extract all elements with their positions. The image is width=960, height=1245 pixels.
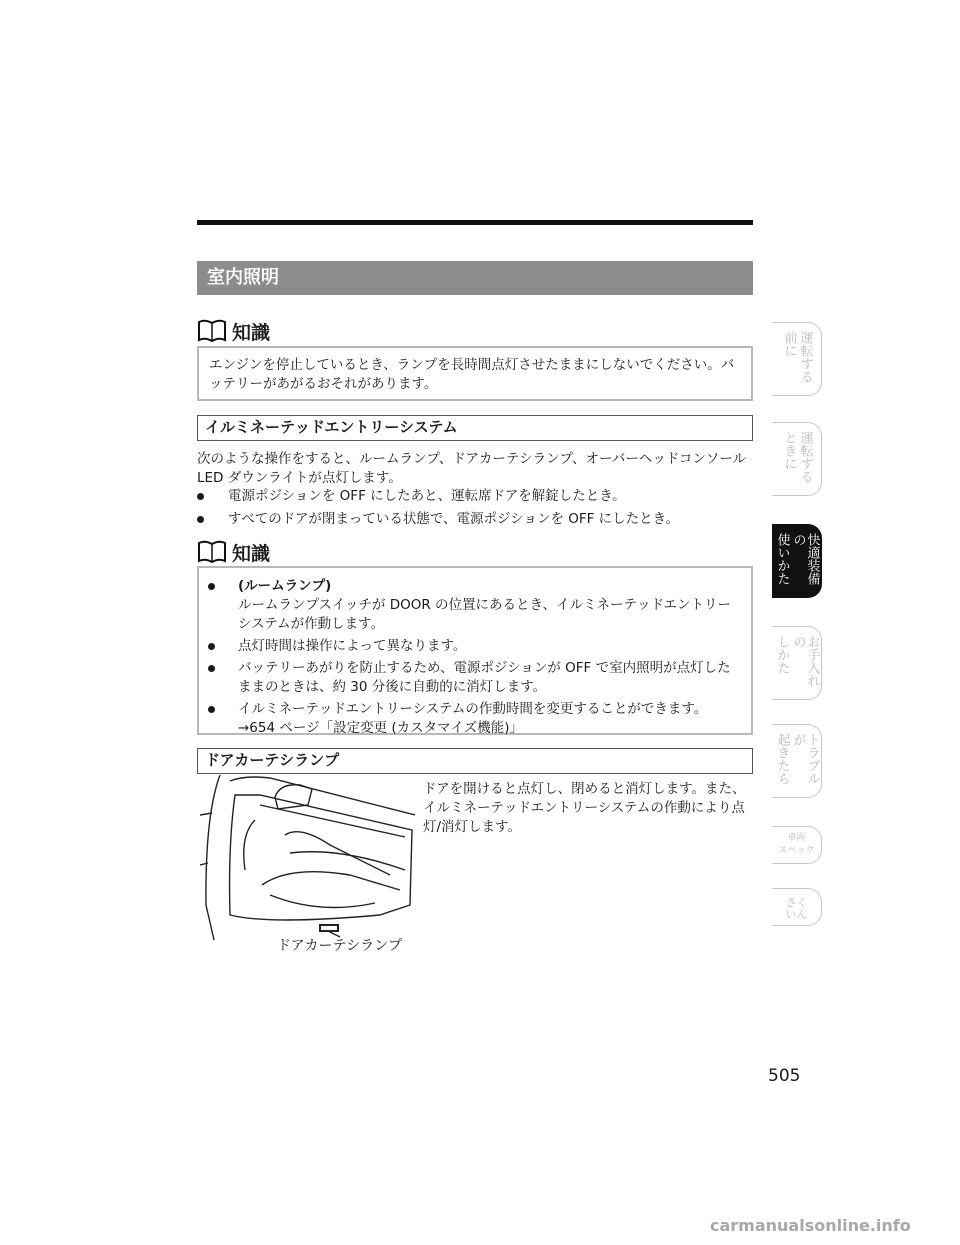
tab-label: しかた bbox=[774, 635, 790, 674]
bullet-dot bbox=[208, 706, 215, 713]
tab-label: スペック bbox=[778, 846, 815, 856]
book-icon bbox=[197, 540, 227, 564]
courtesy-lamp-text: ドアを開けると点灯し、閉めると消灯します。また、イルミネーテッドエントリーシステムの作動により点灯/消灯します。 bbox=[423, 781, 746, 835]
bullet-item bbox=[197, 487, 626, 506]
bullet-item bbox=[197, 510, 679, 529]
tab-label: 前に bbox=[781, 331, 797, 357]
knowledge-item bbox=[199, 577, 741, 634]
bullet-dot bbox=[197, 516, 204, 523]
watermark: carmanualsonline.info bbox=[710, 1216, 911, 1235]
tab-label: さく いん bbox=[785, 896, 808, 921]
item-title: (ルームランプ) bbox=[238, 578, 332, 594]
tab-label: お手入れの bbox=[790, 635, 820, 687]
knowledge-label: 知識 bbox=[232, 321, 271, 344]
bullet-dot bbox=[197, 493, 204, 500]
top-rule bbox=[197, 220, 753, 225]
caution-note-text: エンジンを停止しているとき、ランプを長時間点灯させたままにしないでください。バッテリーがあがるおそれがあります。 bbox=[209, 357, 735, 392]
page-reference-link[interactable]: →654 ページ「設定変更 (カスタマイズ機能)」 bbox=[238, 720, 524, 736]
tab-label: トラブルが bbox=[790, 733, 820, 785]
tab-label: 快適装備の bbox=[790, 533, 820, 585]
section-title: 室内照明 bbox=[197, 261, 753, 295]
item-text: バッテリーあがりを防止するため、電源ポジションが OFF で室内照明が点灯したままのときは、約 30 分後に自動的に消灯します。 bbox=[238, 660, 731, 695]
tab-label: ときに bbox=[781, 431, 797, 470]
figure-caption: ドアカーテシランプ bbox=[277, 938, 403, 954]
book-icon bbox=[197, 319, 227, 343]
tab-label: 運転する bbox=[797, 331, 813, 383]
knowledge-item bbox=[199, 700, 741, 738]
illuminated-entry-heading: イルミネーテッドエントリーシステム bbox=[197, 415, 753, 441]
tab-label: 起きたら bbox=[774, 733, 790, 785]
door-illustration bbox=[200, 775, 415, 955]
knowledge-heading bbox=[197, 318, 270, 344]
item-text: ルームランプスイッチが DOOR の位置にあるとき、イルミネーテッドエントリーシステムが作動します。 bbox=[238, 597, 731, 632]
item-text: イルミネーテッドエントリーシステムの作動時間を変更することができます。 bbox=[238, 701, 708, 717]
bullet-text: すべてのドアが閉まっている状態で、電源ポジションを OFF にしたとき。 bbox=[228, 511, 680, 527]
tab-maintenance[interactable] bbox=[772, 626, 822, 700]
bullet-dot bbox=[208, 665, 215, 672]
tab-while-driving[interactable] bbox=[772, 422, 822, 496]
page-number: 505 bbox=[768, 1066, 801, 1086]
caution-note-box bbox=[197, 346, 753, 401]
tab-label: 運転する bbox=[797, 431, 813, 483]
tab-vehicle-specs[interactable] bbox=[772, 826, 822, 864]
item-text: 点灯時間は操作によって異なります。 bbox=[238, 638, 467, 654]
courtesy-lamp-heading: ドアカーテシランプ bbox=[197, 748, 753, 774]
knowledge-label: 知識 bbox=[232, 542, 271, 565]
knowledge-box bbox=[197, 566, 753, 735]
bullet-dot bbox=[208, 643, 215, 650]
tab-label: 使いかた bbox=[774, 533, 790, 585]
bullet-text: 電源ポジションを OFF にしたあと、運転席ドアを解錠したとき。 bbox=[228, 488, 626, 504]
tab-troubleshooting[interactable] bbox=[772, 724, 822, 798]
tab-before-driving[interactable] bbox=[772, 322, 822, 396]
tab-label: 車両 bbox=[787, 833, 806, 843]
illuminated-entry-intro: 次のような操作をすると、ルームランプ、ドアカーテシランプ、オーバーヘッドコンソールLED ダウンライトが点灯します。 bbox=[197, 451, 747, 486]
bullet-dot bbox=[208, 583, 215, 590]
tab-comfort-equipment[interactable] bbox=[772, 524, 822, 598]
tab-index[interactable] bbox=[772, 888, 822, 926]
knowledge-item bbox=[199, 659, 741, 697]
knowledge-heading bbox=[197, 539, 270, 565]
knowledge-item bbox=[199, 637, 741, 656]
